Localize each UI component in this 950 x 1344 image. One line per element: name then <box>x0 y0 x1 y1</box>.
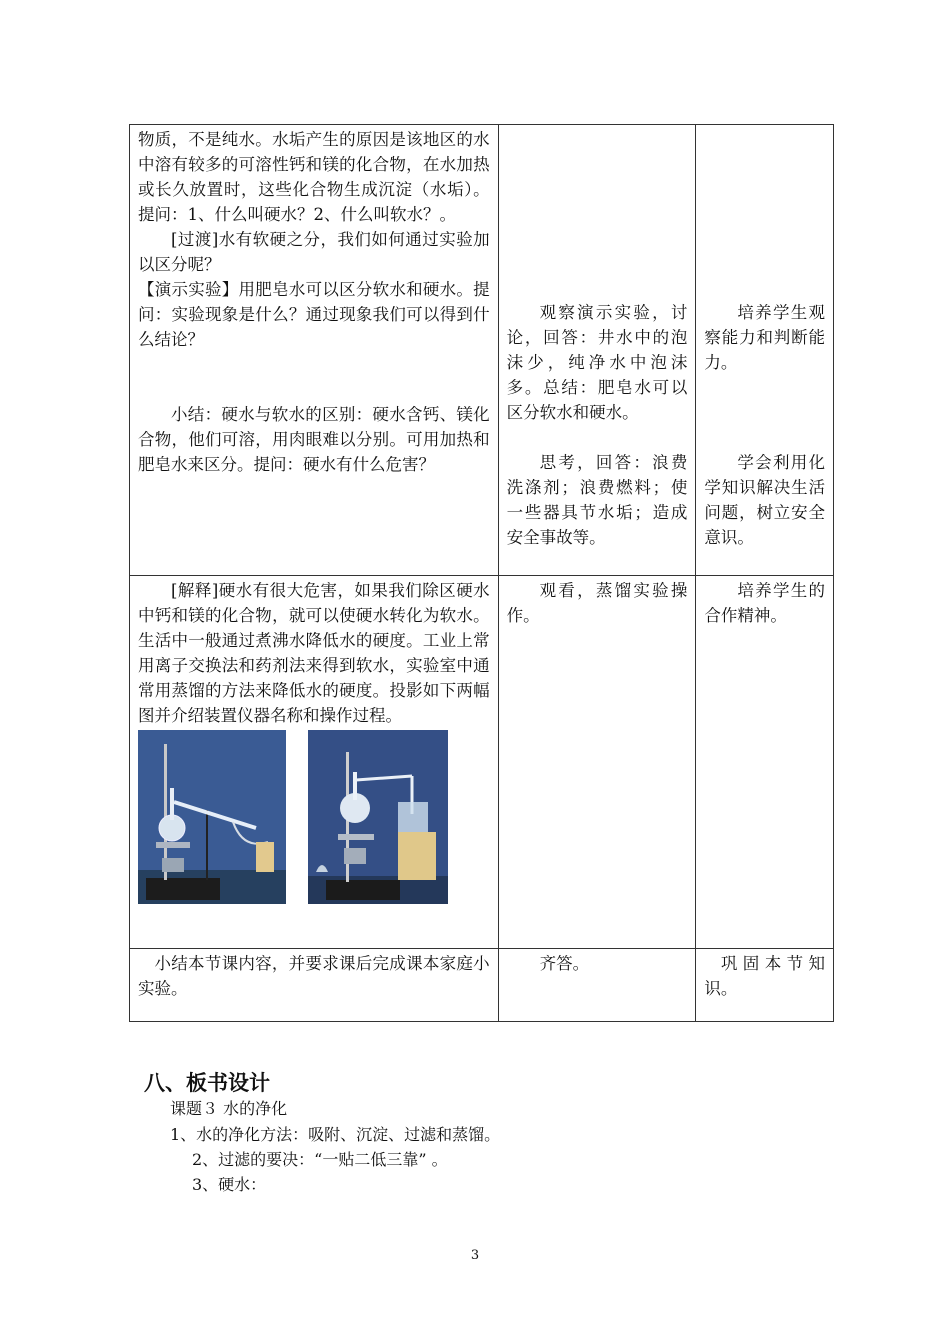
design-intent-cell <box>696 949 834 1022</box>
teacher-activity-cell <box>130 949 499 1022</box>
paragraph: 思考，回答：浪费洗涤剂；浪费燃料；使一些器具节水垢；造成安全事故等。 <box>506 453 688 547</box>
paragraph: 观看，蒸馏实验操作。 <box>506 581 688 625</box>
board-line: 1、水的净化方法：吸附、沉淀、过滤和蒸馏。 <box>170 1125 501 1144</box>
student-activity-cell <box>498 949 696 1022</box>
distillation-setup-photo <box>308 730 448 904</box>
student-activity-cell <box>498 125 696 576</box>
paragraph: 培养学生观察能力和判断能力。 <box>704 303 825 372</box>
paragraph: 【演示实验】用肥皂水可以区分软水和硬水。提问：实验现象是什么？通过现象我们可以得到什么结论？ <box>138 280 490 349</box>
table-row <box>130 949 834 1022</box>
table-row <box>130 576 834 949</box>
student-activity-cell <box>498 576 696 949</box>
paragraph: 小结本节课内容，并要求课后完成课本家庭小实验。 <box>138 954 490 998</box>
paragraph: 观察演示实验，讨论，回答：井水中的泡沫少，纯净水中泡沫多。总结：肥皂水可以区分软水和硬水。 <box>506 303 688 422</box>
design-intent-cell <box>696 576 834 949</box>
page-number: 3 <box>470 1248 480 1263</box>
paragraph: 巩固本节知识。 <box>704 954 825 998</box>
board-line: 课题３ 水的净化 <box>170 1099 288 1118</box>
design-intent-cell <box>696 125 834 576</box>
section-heading: 八、板书设计 <box>144 1071 270 1095</box>
distillation-apparatus-photo <box>138 730 286 904</box>
lesson-table <box>129 124 834 1022</box>
board-line: 3、硬水： <box>192 1175 267 1194</box>
teacher-activity-cell <box>130 125 499 576</box>
paragraph: 培养学生的合作精神。 <box>704 581 825 625</box>
paragraph: 物质，不是纯水。水垢产生的原因是该地区的水中溶有较多的可溶性钙和镁的化合物，在水加热或长久放置时，这些化合物生成沉淀（水垢）。提问：1、什么叫硬水？2、什么叫软水？。 <box>138 130 490 224</box>
paragraph: 齐答。 <box>539 954 590 973</box>
paragraph: [过渡]水有软硬之分，我们如何通过实验加以区分呢？ <box>138 230 490 274</box>
board-line: 2、过滤的要决：“一贴二低三靠” 。 <box>192 1150 448 1169</box>
distillation-photos <box>138 730 490 904</box>
paragraph: [解释]硬水有很大危害，如果我们除区硬水中钙和镁的化合物，就可以使硬水转化为软水。生活中一般通过煮沸水降低水的硬度。工业上常用离子交换法和药剂法来得到软水，实验室中通常用蒸馏的方法来降低水的硬度。投影如下两幅图并介绍装置仪器名称和操作过程。 <box>138 581 490 725</box>
paragraph: 学会利用化学知识解决生活问题，树立安全意识。 <box>704 453 825 547</box>
table-row <box>130 125 834 576</box>
paragraph: 小结：硬水与软水的区别：硬水含钙、镁化合物，他们可溶，用肉眼难以分别。可用加热和肥皂水来区分。提问：硬水有什么危害？ <box>138 405 490 474</box>
teacher-activity-cell <box>130 576 499 949</box>
